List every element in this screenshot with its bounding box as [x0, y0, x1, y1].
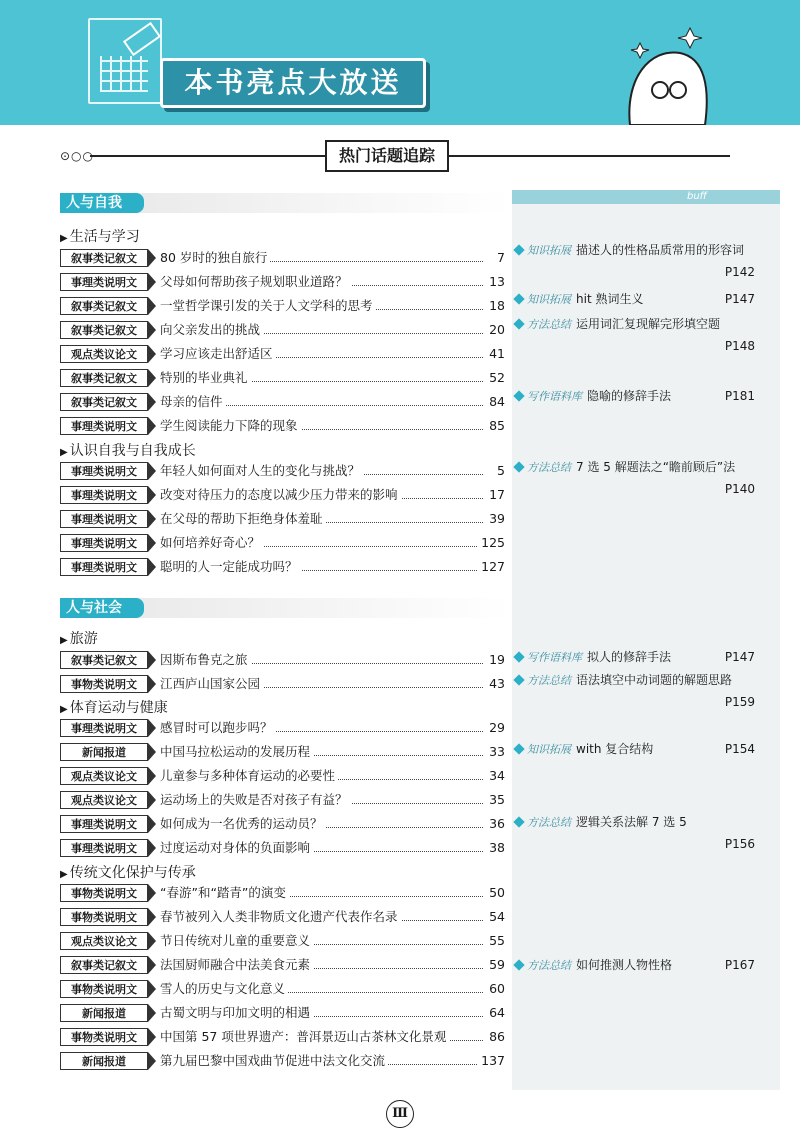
triangle-icon: ▶ — [60, 447, 68, 458]
side-panel-stamp: buff — [687, 191, 707, 202]
side-note[interactable] — [515, 457, 755, 501]
page-number: 50 — [486, 884, 505, 902]
note-page: P159 — [724, 695, 755, 709]
genre-tag: 事理类说明文 — [60, 486, 148, 504]
toc-row[interactable] — [60, 462, 505, 482]
side-note[interactable] — [515, 812, 755, 856]
genre-tag: 观点类议论文 — [60, 932, 148, 950]
toc-row[interactable] — [60, 815, 505, 835]
diamond-bullet-icon — [513, 743, 524, 754]
article-title: 学习应该走出舒适区 — [160, 345, 276, 363]
article-title: 聪明的人一定能成功吗？ — [160, 558, 301, 576]
subsection-heading — [60, 440, 196, 460]
genre-tag: 新闻报道 — [60, 1052, 148, 1070]
note-type: 方法总结 — [527, 959, 571, 972]
note-page: P148 — [724, 339, 755, 353]
toc-row[interactable] — [60, 321, 505, 341]
tag-arrow-icon — [148, 273, 156, 291]
page-number: 64 — [486, 1004, 505, 1022]
toc-row[interactable] — [60, 839, 505, 859]
page-number: 86 — [486, 1028, 505, 1046]
tag-arrow-icon — [148, 719, 156, 737]
toc-row[interactable] — [60, 417, 505, 437]
toc-row[interactable] — [60, 932, 505, 952]
tag-arrow-icon — [148, 462, 156, 480]
toc-row[interactable] — [60, 884, 505, 904]
page-number: 84 — [486, 393, 505, 411]
tag-arrow-icon — [148, 558, 156, 576]
note-text: 7 选 5 解题法之“瞻前顾后”法 — [576, 460, 736, 474]
note-type: 知识拓展 — [527, 293, 571, 306]
genre-tag: 事理类说明文 — [60, 815, 148, 833]
toc-row[interactable] — [60, 273, 505, 293]
triangle-icon: ▶ — [60, 635, 68, 646]
subsection-label: 传统文化保护与传承 — [69, 865, 196, 881]
page-number: 29 — [486, 719, 505, 737]
tag-arrow-icon — [148, 1052, 156, 1070]
toc-row[interactable] — [60, 345, 505, 365]
note-page: P181 — [724, 389, 755, 403]
note-text: 如何推测人物性格 — [576, 958, 673, 972]
page-number: 54 — [486, 908, 505, 926]
article-title: “春游”和“踏青”的演变 — [160, 884, 289, 902]
note-type: 方法总结 — [527, 318, 571, 331]
tag-arrow-icon — [148, 884, 156, 902]
article-title: 感冒时可以跑步吗？ — [160, 719, 276, 737]
page-number: 43 — [486, 675, 505, 693]
page-number: 55 — [486, 932, 505, 950]
diamond-bullet-icon — [513, 651, 524, 662]
genre-tag: 事理类说明文 — [60, 558, 148, 576]
section-bar — [60, 598, 510, 618]
tag-arrow-icon — [148, 956, 156, 974]
genre-tag: 观点类议论文 — [60, 767, 148, 785]
section-title: 人与社会 — [60, 598, 144, 618]
triangle-icon: ▶ — [60, 869, 68, 880]
diamond-bullet-icon — [513, 816, 524, 827]
toc-row[interactable] — [60, 980, 505, 1000]
genre-tag: 叙事类记叙文 — [60, 956, 148, 974]
article-title: 雪人的历史与文化意义 — [160, 980, 288, 998]
tag-arrow-icon — [148, 908, 156, 926]
toc-row[interactable] — [60, 369, 505, 389]
note-page: P140 — [724, 482, 755, 496]
side-note[interactable] — [515, 314, 755, 358]
mascot-illustration-icon — [610, 18, 720, 125]
subsection-heading — [60, 226, 140, 246]
triangle-icon: ▶ — [60, 233, 68, 244]
tag-arrow-icon — [148, 369, 156, 387]
banner-title-box — [160, 58, 426, 108]
header-banner — [0, 0, 800, 125]
note-text: 运用词汇复现解完形填空题 — [576, 317, 721, 331]
toc-row[interactable] — [60, 249, 505, 269]
subsection-label: 旅游 — [69, 631, 98, 647]
page-number: 5 — [494, 462, 505, 480]
subsection-heading — [60, 697, 168, 717]
article-title: 年轻人如何面对人生的变化与挑战？ — [160, 462, 363, 480]
page-number: 35 — [486, 791, 505, 809]
note-text: 语法填空中动词题的解题思路 — [576, 673, 733, 687]
toc-row[interactable] — [60, 558, 505, 578]
tag-arrow-icon — [148, 743, 156, 761]
article-title: 母亲的信件 — [160, 393, 226, 411]
genre-tag: 叙事类记叙文 — [60, 297, 148, 315]
toc-row[interactable] — [60, 486, 505, 506]
article-title: 80 岁时的独自旅行 — [160, 249, 270, 267]
tag-arrow-icon — [148, 297, 156, 315]
genre-tag: 事理类说明文 — [60, 719, 148, 737]
toc-row[interactable] — [60, 534, 505, 554]
genre-tag: 叙事类记叙文 — [60, 651, 148, 669]
article-title: 中国第 57 项世界遗产：普洱景迈山古茶林文化景观 — [160, 1028, 449, 1046]
toc-row[interactable] — [60, 908, 505, 928]
side-note[interactable] — [515, 670, 755, 714]
article-title: 法国厨师融合中法美食元素 — [160, 956, 313, 974]
page-number: 19 — [486, 651, 505, 669]
page-number: 52 — [486, 369, 505, 387]
note-text: 隐喻的修辞手法 — [587, 389, 672, 403]
side-note[interactable] — [515, 289, 755, 310]
article-title: 如何成为一名优秀的运动员？ — [160, 815, 326, 833]
side-note[interactable] — [515, 386, 755, 407]
diamond-bullet-icon — [513, 244, 524, 255]
diamond-bullet-icon — [513, 293, 524, 304]
page-number: 33 — [486, 743, 505, 761]
note-text: hit 熟词生义 — [576, 292, 644, 306]
topic-title: 热门话题追踪 — [325, 140, 449, 172]
article-title: 改变对待压力的态度以减少压力带来的影响 — [160, 486, 401, 504]
page-number: 127 — [478, 558, 505, 576]
page-number: 38 — [486, 839, 505, 857]
toc-row[interactable] — [60, 510, 505, 530]
toc-row[interactable] — [60, 956, 505, 976]
article-title: 过度运动对身体的负面影响 — [160, 839, 313, 857]
tag-arrow-icon — [148, 815, 156, 833]
genre-tag: 事理类说明文 — [60, 462, 148, 480]
genre-tag: 新闻报道 — [60, 1004, 148, 1022]
genre-tag: 事物类说明文 — [60, 675, 148, 693]
tag-arrow-icon — [148, 534, 156, 552]
page-number: 34 — [486, 767, 505, 785]
article-title: 儿童参与多种体育运动的必要性 — [160, 767, 338, 785]
page-number: 20 — [486, 321, 505, 339]
tag-arrow-icon — [148, 839, 156, 857]
genre-tag: 事物类说明文 — [60, 908, 148, 926]
genre-tag: 叙事类记叙文 — [60, 249, 148, 267]
tag-arrow-icon — [148, 321, 156, 339]
tag-arrow-icon — [148, 249, 156, 267]
tag-arrow-icon — [148, 393, 156, 411]
side-panel-header — [512, 190, 780, 204]
tag-arrow-icon — [148, 791, 156, 809]
note-text: 描述人的性格品质常用的形容词 — [576, 243, 745, 257]
tag-arrow-icon — [148, 767, 156, 785]
side-note[interactable] — [515, 240, 755, 284]
article-title: 向父亲发出的挑战 — [160, 321, 263, 339]
note-type: 写作语料库 — [527, 390, 582, 403]
note-type: 方法总结 — [527, 816, 571, 829]
note-type: 方法总结 — [527, 674, 571, 687]
toc-row[interactable] — [60, 1028, 505, 1048]
topic-dots: ⊙○○ — [60, 149, 94, 163]
toc-row[interactable] — [60, 791, 505, 811]
page-number: 13 — [486, 273, 505, 291]
toc-row[interactable] — [60, 651, 505, 671]
article-title: 如何培养好奇心？ — [160, 534, 263, 552]
diamond-bullet-icon — [513, 390, 524, 401]
page-number: 85 — [486, 417, 505, 435]
toc-row[interactable] — [60, 767, 505, 787]
genre-tag: 事物类说明文 — [60, 884, 148, 902]
note-type: 知识拓展 — [527, 244, 571, 257]
tag-arrow-icon — [148, 345, 156, 363]
note-type: 方法总结 — [527, 461, 571, 474]
genre-tag: 叙事类记叙文 — [60, 321, 148, 339]
genre-tag: 观点类议论文 — [60, 791, 148, 809]
side-note[interactable] — [515, 647, 755, 668]
article-title: 江西庐山国家公园 — [160, 675, 263, 693]
page-number: 41 — [486, 345, 505, 363]
tag-arrow-icon — [148, 417, 156, 435]
section-title: 人与自我 — [60, 193, 144, 213]
tag-arrow-icon — [148, 1028, 156, 1046]
note-page: P147 — [724, 292, 755, 306]
genre-tag: 叙事类记叙文 — [60, 393, 148, 411]
tag-arrow-icon — [148, 932, 156, 950]
note-page: P147 — [724, 650, 755, 664]
genre-tag: 事理类说明文 — [60, 273, 148, 291]
article-title: 第九届巴黎中国戏曲节促进中法文化交流 — [160, 1052, 388, 1070]
toc-row[interactable] — [60, 675, 505, 695]
genre-tag: 观点类议论文 — [60, 345, 148, 363]
page-number: 137 — [478, 1052, 505, 1070]
article-title: 父母如何帮助孩子规划职业道路？ — [160, 273, 351, 291]
subsection-heading — [60, 862, 196, 882]
diamond-bullet-icon — [513, 674, 524, 685]
page-number: 125 — [478, 534, 505, 552]
article-title: 中国马拉松运动的发展历程 — [160, 743, 313, 761]
article-title: 运动场上的失败是否对孩子有益？ — [160, 791, 351, 809]
topic-header — [60, 140, 730, 170]
side-note[interactable] — [515, 955, 755, 976]
note-page: P156 — [724, 837, 755, 851]
note-text: with 复合结构 — [576, 742, 654, 756]
subsection-label: 认识自我与自我成长 — [69, 443, 196, 459]
article-title: 学生阅读能力下降的现象 — [160, 417, 301, 435]
page-number-footer: Ⅲ — [386, 1100, 414, 1128]
tag-arrow-icon — [148, 651, 156, 669]
page-number: 59 — [486, 956, 505, 974]
note-text: 拟人的修辞手法 — [587, 650, 672, 664]
tag-arrow-icon — [148, 510, 156, 528]
toc-row[interactable] — [60, 1004, 505, 1024]
article-title: 在父母的帮助下拒绝身体羞耻 — [160, 510, 326, 528]
note-page: P167 — [724, 958, 755, 972]
article-title: 特别的毕业典礼 — [160, 369, 251, 387]
genre-tag: 事物类说明文 — [60, 980, 148, 998]
toc-row[interactable] — [60, 297, 505, 317]
banner-title: 本书亮点大放送 — [184, 66, 402, 99]
tag-arrow-icon — [148, 486, 156, 504]
page-number: 39 — [486, 510, 505, 528]
genre-tag: 叙事类记叙文 — [60, 369, 148, 387]
genre-tag: 事理类说明文 — [60, 839, 148, 857]
toc-row[interactable] — [60, 719, 505, 739]
triangle-icon: ▶ — [60, 704, 68, 715]
note-type: 知识拓展 — [527, 743, 571, 756]
article-title: 一堂哲学课引发的关于人文学科的思考 — [160, 297, 376, 315]
diamond-bullet-icon — [513, 461, 524, 472]
subsection-heading — [60, 628, 98, 648]
page-number: 7 — [494, 249, 505, 267]
note-text: 逻辑关系法解 7 选 5 — [576, 815, 687, 829]
diamond-bullet-icon — [513, 318, 524, 329]
page-number: 36 — [486, 815, 505, 833]
subsection-label: 体育运动与健康 — [69, 700, 168, 716]
side-note[interactable] — [515, 739, 755, 760]
note-page: P154 — [724, 742, 755, 756]
genre-tag: 新闻报道 — [60, 743, 148, 761]
genre-tag: 事理类说明文 — [60, 510, 148, 528]
section-bar — [60, 193, 510, 213]
diamond-bullet-icon — [513, 959, 524, 970]
article-title: 春节被列入人类非物质文化遗产代表作名录 — [160, 908, 401, 926]
toc-row[interactable] — [60, 743, 505, 763]
genre-tag: 事理类说明文 — [60, 534, 148, 552]
article-title: 古蜀文明与印加文明的相遇 — [160, 1004, 313, 1022]
page-number: 18 — [486, 297, 505, 315]
tag-arrow-icon — [148, 1004, 156, 1022]
genre-tag: 事物类说明文 — [60, 1028, 148, 1046]
tag-arrow-icon — [148, 675, 156, 693]
genre-tag: 事理类说明文 — [60, 417, 148, 435]
tag-arrow-icon — [148, 980, 156, 998]
note-type: 写作语料库 — [527, 651, 582, 664]
subsection-label: 生活与学习 — [69, 229, 140, 245]
note-page: P142 — [724, 265, 755, 279]
page-number: 17 — [486, 486, 505, 504]
toc-row[interactable] — [60, 1052, 505, 1072]
article-title: 节日传统对儿童的重要意义 — [160, 932, 313, 950]
toc-row[interactable] — [60, 393, 505, 413]
page-number: 60 — [486, 980, 505, 998]
article-title: 因斯布鲁克之旅 — [160, 651, 251, 669]
